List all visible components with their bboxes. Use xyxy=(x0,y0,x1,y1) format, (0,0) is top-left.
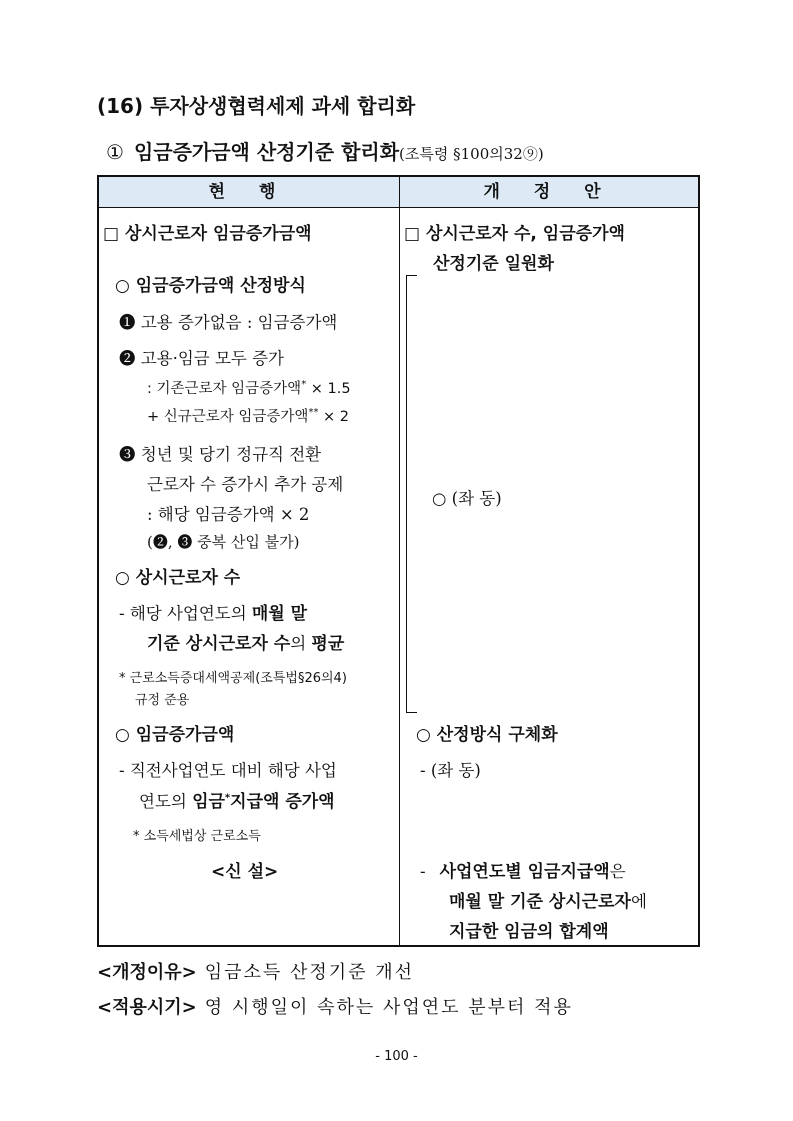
double-asterisk: ** xyxy=(308,407,319,419)
existing-worker-text: : 기존근로자 임금증가액 xyxy=(147,381,302,397)
scope-bracket xyxy=(406,275,417,713)
method-item-2-line-b xyxy=(147,405,349,426)
subsection-number: ① xyxy=(106,140,124,164)
new-provision-mark: <신 설> xyxy=(211,862,279,882)
amount-desc-bold1: 임금 xyxy=(192,792,225,812)
amount-desc-bold2: 지급액 증가액 xyxy=(230,792,335,812)
workers-desc-line2-mid: 의 xyxy=(290,634,312,653)
method-item-2-line-a xyxy=(147,377,351,398)
workers-desc-dash: - xyxy=(119,604,125,623)
factor-2: × 2 xyxy=(318,409,350,425)
effective-text: 영 시행일이 속하는 사업연도 분부터 적용 xyxy=(204,997,573,1018)
method-item-3-line-1: ❸ 청년 및 당기 정규직 전환 xyxy=(119,445,322,464)
subsection-title xyxy=(106,136,544,165)
current-method-heading: ○ 임금증가금액 산정방식 xyxy=(115,276,306,296)
proposed-new-desc-line-1 xyxy=(420,857,626,882)
subsection-reference: (조특령 §100의32⑨) xyxy=(399,145,544,163)
column-divider xyxy=(399,177,400,945)
current-box-item: □ 상시근로자 임금증가금액 xyxy=(103,224,312,244)
new-worker-text: + 신규근로자 임금증가액 xyxy=(147,409,309,425)
current-workers-heading: ○ 상시근로자 수 xyxy=(115,568,241,588)
workers-desc-line2-bold1: 기준 상시근로자 수 xyxy=(147,634,291,654)
workers-desc-bold1: 매월 말 xyxy=(251,604,308,624)
amount-desc-line-1: - 직전사업연도 대비 해당 사업 xyxy=(119,761,337,780)
method-item-3-line-3: : 해당 임금증가액 × 2 xyxy=(147,505,310,524)
proposed-new-desc-line-3: 지급한 임금의 합계액 xyxy=(449,922,609,942)
reason-label: <개정이유> xyxy=(97,962,197,983)
proposed-new-line1-tail: 은 xyxy=(609,862,626,881)
method-item-2: ❷ 고용·임금 모두 증가 xyxy=(119,349,284,368)
method-item-3-line-2: 근로자 수 증가시 추가 공제 xyxy=(147,475,344,494)
effective-label: <적용시기> xyxy=(97,997,197,1018)
subsection-main-title: 임금증가금액 산정기준 합리화 xyxy=(133,140,400,164)
amount-desc-asterisk: * xyxy=(224,792,231,804)
amount-desc-line-2 xyxy=(139,787,335,812)
current-amount-heading: ○ 임금증가금액 xyxy=(115,725,235,745)
method-item-3-line-4: (❷, ❸ 중복 산입 불가) xyxy=(147,533,300,551)
workers-desc-pre: 해당 사업연도의 xyxy=(129,604,252,623)
method-item-1: ❶ 고용 증가없음 : 임금증가액 xyxy=(119,313,338,332)
workers-desc-line-2 xyxy=(147,629,344,654)
header-proposed: 개 정 안 xyxy=(400,177,698,208)
proposed-same-main: ○ (좌 동) xyxy=(432,489,502,508)
workers-note-line-2: 규정 준용 xyxy=(135,693,190,708)
proposed-new-line2-bold: 매월 말 기준 상시근로자 xyxy=(449,892,631,912)
single-asterisk: * xyxy=(301,379,307,391)
revision-reason xyxy=(97,958,414,984)
comparison-table xyxy=(97,175,700,947)
workers-desc-line2-bold2: 평균 xyxy=(311,634,345,654)
section-title: (16) 투자상생협력세제 과세 합리화 xyxy=(97,94,416,118)
reason-text: 임금소득 산정기준 개선 xyxy=(204,962,415,983)
workers-note-line-1: * 근로소득증대세액공제(조특법§26의4) xyxy=(119,671,347,686)
workers-desc-line-1 xyxy=(119,599,307,624)
proposed-method-heading: ○ 산정방식 구체화 xyxy=(416,725,558,745)
proposed-same-dash: - (좌 동) xyxy=(420,761,481,780)
proposed-new-dash: - xyxy=(420,862,426,881)
effective-date xyxy=(97,993,573,1019)
amount-desc-pre: 연도의 xyxy=(139,792,193,811)
page-number: - 100 - xyxy=(375,1049,418,1064)
amount-note: * 소득세법상 근로소득 xyxy=(133,829,261,844)
factor-1-5: × 1.5 xyxy=(306,381,351,397)
proposed-box-item-line-2: 산정기준 일원화 xyxy=(433,254,554,274)
header-current: 현 행 xyxy=(99,177,399,208)
proposed-box-item-line-1: □ 상시근로자 수, 임금증가액 xyxy=(404,224,625,244)
proposed-new-line2-tail: 에 xyxy=(630,892,647,911)
proposed-new-line1-bold: 사업연도별 임금지급액 xyxy=(439,862,610,882)
proposed-new-desc-line-2 xyxy=(449,887,647,912)
